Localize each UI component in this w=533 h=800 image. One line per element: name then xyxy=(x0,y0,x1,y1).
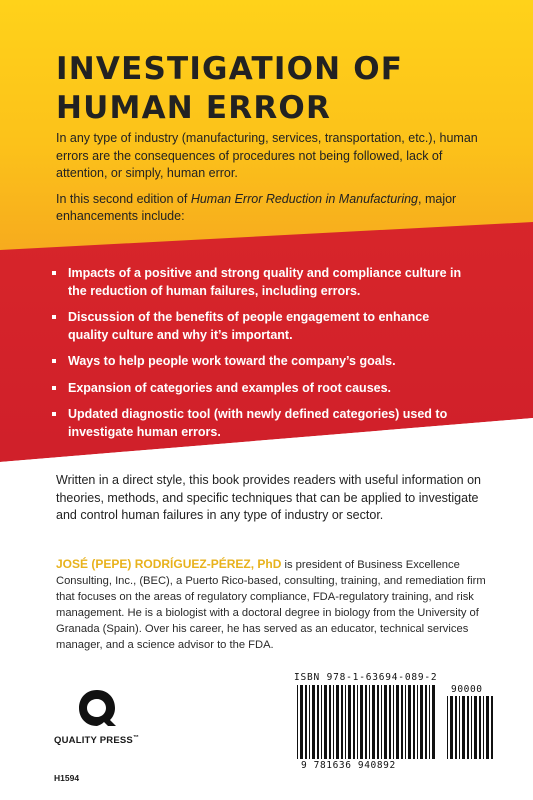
publisher-name xyxy=(54,735,139,746)
list-item xyxy=(52,380,472,398)
barcode-bars xyxy=(289,670,501,762)
trademark-mark: ™ xyxy=(132,735,140,741)
ean-digits: 9 781636 940892 xyxy=(301,760,396,771)
list-item-text: Ways to help people work toward the company’s goals. xyxy=(68,354,396,368)
intro-paragraph-2 xyxy=(56,191,496,226)
bullet-square-icon xyxy=(52,412,56,416)
intro-text xyxy=(56,130,496,234)
intro-paragraph-1: In any type of industry (manufacturing, services, transportation, etc.), human errors are the consequences of procedures not being followed, lack of attention, or simply, human error. xyxy=(56,131,478,180)
book-title-italic: Human Error Reduction in Manufacturing xyxy=(190,191,419,206)
author-bio-text: is president of Business Excellence Consulting, Inc., (BEC), a Puerto Rico-based, consulting, training, and remediation firm that focuses on the areas of regulatory compliance, FDA-regulatory training, and risk management. He is a biologist with a doctoral degree in biology from the University of Granada (Spain). Over his career, he has served as an educator, technical services manager, and a science advisor to the FDA. xyxy=(56,559,486,651)
enhancements-list xyxy=(52,265,472,450)
bullet-square-icon xyxy=(52,271,56,275)
list-item xyxy=(52,265,472,300)
author-bio xyxy=(56,556,501,653)
author-name: JOSÉ (PEPE) RODRÍGUEZ-PÉREZ, PhD xyxy=(56,557,282,571)
isbn-label: ISBN 978-1-63694-089-2 xyxy=(294,672,438,683)
intro-p2-tail: , major enhancements include: xyxy=(56,191,457,223)
quality-press-logo-icon xyxy=(76,687,118,729)
publisher-label: QUALITY PRESS xyxy=(54,735,133,747)
list-item xyxy=(52,309,472,344)
list-item-text: Expansion of categories and examples of root causes. xyxy=(68,380,392,395)
bullet-square-icon xyxy=(52,315,56,319)
isbn-barcode xyxy=(289,670,501,775)
product-code: H1594 xyxy=(54,773,80,783)
cover-title: INVESTIGATION OF HUMAN ERROR xyxy=(56,51,404,126)
list-item-text: Impacts of a positive and strong quality and compliance culture in the reduction of human failures, including errors. xyxy=(68,266,462,298)
list-item xyxy=(52,406,472,441)
intro-p2-lead: In this second edition of xyxy=(56,191,191,206)
list-item-text: Discussion of the benefits of people engagement to enhance quality culture and why it’s important. xyxy=(68,310,430,342)
summary-paragraph: Written in a direct style, this book provides readers with useful information on theories, methods, and specific techniques that can be applied to investigate and control human failures in any type of industry or sector. xyxy=(56,473,481,522)
bullet-square-icon xyxy=(52,386,56,390)
bullet-square-icon xyxy=(52,359,56,363)
list-item xyxy=(52,353,472,371)
list-item-text: Updated diagnostic tool (with newly defined categories) used to investigate human errors. xyxy=(68,407,448,439)
price-code: 90000 xyxy=(451,684,483,695)
